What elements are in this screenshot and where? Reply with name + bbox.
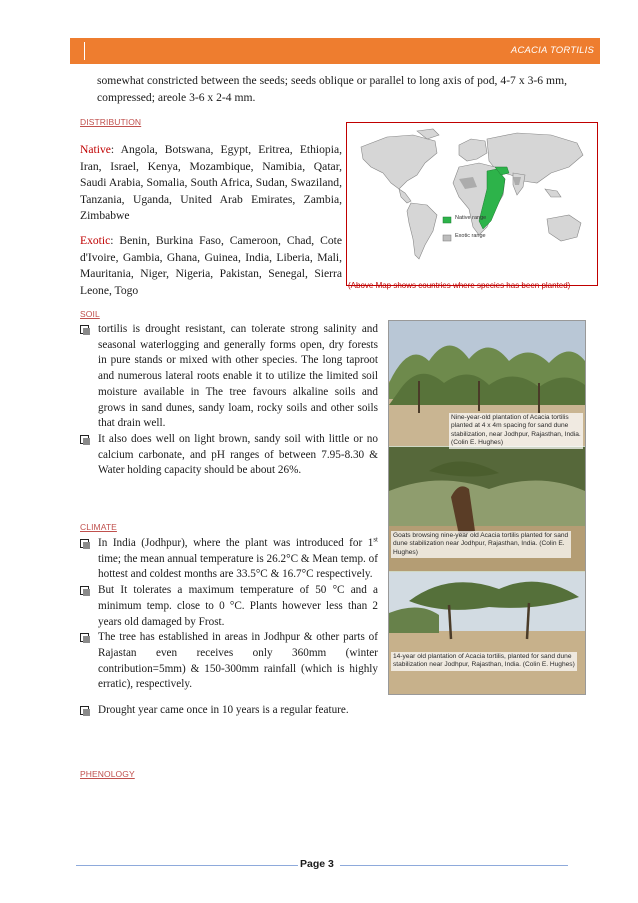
soil-list [78, 322, 378, 479]
footer-rule-left [76, 865, 298, 866]
soil-bullet-text: It also does well on light brown, sandy soil with little or no calcium carbonate, and pH ranges of between 7.95-8.30 & Water holding capacity should be about 26%. [98, 432, 378, 477]
continuation-paragraph: somewhat constricted between the seeds; seeds oblique or parallel to long axis of pod, 4-7 x 3-6 mm, compressed; areole 3-6 x 2-4 mm. [97, 74, 567, 104]
climate-list-last [78, 703, 408, 719]
phenology-heading: PHENOLOGY [80, 769, 135, 779]
distribution-map [346, 122, 598, 286]
checkbox-bullet-icon [80, 435, 89, 444]
native-label: Native [80, 143, 111, 156]
ordinal-superscript: st [373, 535, 378, 544]
climate-bullet [78, 583, 378, 630]
climate-heading: CLIMATE [80, 522, 117, 532]
climate-bullet-text-cont: time; the mean annual temperature is 26.2°C & Mean temp. of hottest and coldest months are 33.5°C & 16.7°C respectively. [98, 552, 378, 581]
header-divider [84, 42, 85, 60]
native-legend-label: Native range [455, 215, 487, 221]
soil-heading: SOIL [80, 309, 100, 319]
plantation-photos-image [389, 321, 585, 694]
photo-caption-3: 14-year old plantation of Acacia tortilis, planted for sand dune stabilization near Jodhpur, Rajasthan, India. (Colin E. Hughes) [391, 652, 577, 671]
climate-bullet [78, 630, 378, 693]
climate-bullet [78, 703, 408, 719]
native-countries: : Angola, Botswana, Egypt, Eritrea, Ethiopia, Iran, Israel, Kenya, Mozambique, Namibia, Qatar, Saudi Arabia, Somalia, South Africa, Sudan, Swaziland, Tanzania, Uganda, United Arab Emirates, Zambia, Zimbabwe [80, 143, 342, 222]
exotic-legend-swatch [443, 235, 451, 241]
checkbox-bullet-icon [80, 539, 89, 548]
climate-bullet-text: The tree has established in areas in Jodhpur & other parts of Rajastan even receives only 360mm (winter contribution=5mm) & 150-300mm rainfall (which is highly erratic), respectively. [98, 631, 378, 691]
soil-bullet [78, 322, 378, 432]
plantation-photo-collage [388, 320, 586, 695]
native-legend-swatch [443, 217, 451, 223]
exotic-paragraph [80, 233, 342, 299]
world-map-image [347, 123, 597, 285]
climate-bullet-text: But It tolerates a maximum temperature of 50 °C and a minimum temp. close to 0 °C. Plants however less than 2 years old damaged by Frost. [98, 584, 378, 628]
checkbox-bullet-icon [80, 706, 89, 715]
soil-bullet [78, 432, 378, 479]
checkbox-bullet-icon [80, 325, 89, 334]
exotic-legend-label: Exotic range [455, 233, 486, 239]
distribution-heading: DISTRIBUTION [80, 117, 142, 127]
climate-bullet-text: Drought year came once in 10 years is a regular feature. [98, 704, 349, 716]
climate-list [78, 536, 378, 693]
checkbox-bullet-icon [80, 633, 89, 642]
exotic-countries: : Benin, Burkina Faso, Cameroon, Chad, Cote d'Ivoire, Gambia, Ghana, Guinea, India, Liberia, Mali, Mauritania, Niger, Nigeria, Pakistan, Senegal, Sierra Leone, Togo [80, 234, 342, 297]
checkbox-bullet-icon [80, 586, 89, 595]
climate-bullet [78, 536, 378, 583]
native-paragraph [80, 142, 342, 225]
footer-rule-right [340, 865, 568, 866]
page-number: Page 3 [300, 858, 334, 870]
running-title: ACACIA TORTILIS [510, 45, 594, 56]
map-caption: (Above Map shows countries where species has been planted) [348, 281, 571, 290]
climate-bullet-text: In India (Jodhpur), where the plant was introduced for 1 [98, 537, 374, 549]
exotic-label: Exotic [80, 234, 111, 247]
photo-caption-2: Goats browsing nine-year old Acacia tortilis planted for sand dune stabilization near Jodhpur, Rajasthan, India. (Colin E. Hughes) [391, 531, 571, 558]
photo-caption-1: Nine-year-old plantation of Acacia tortilis planted at 4 x 4m spacing for sand dune stabilization, near Jodhpur, Rajasthan, India. (Colin E. Hughes) [449, 413, 583, 449]
soil-bullet-text: tortilis is drought resistant, can tolerate strong salinity and seasonal waterlogging and generally forms open, dry forests in pure stands or mixed with other species. The long taproot and numerous lateral roots enable it to utilize the limited soil moisture available in The tree favours alkaline soils and grows in sand dunes, sandy loam, rocky soils and other soils that drain well. [98, 323, 378, 430]
